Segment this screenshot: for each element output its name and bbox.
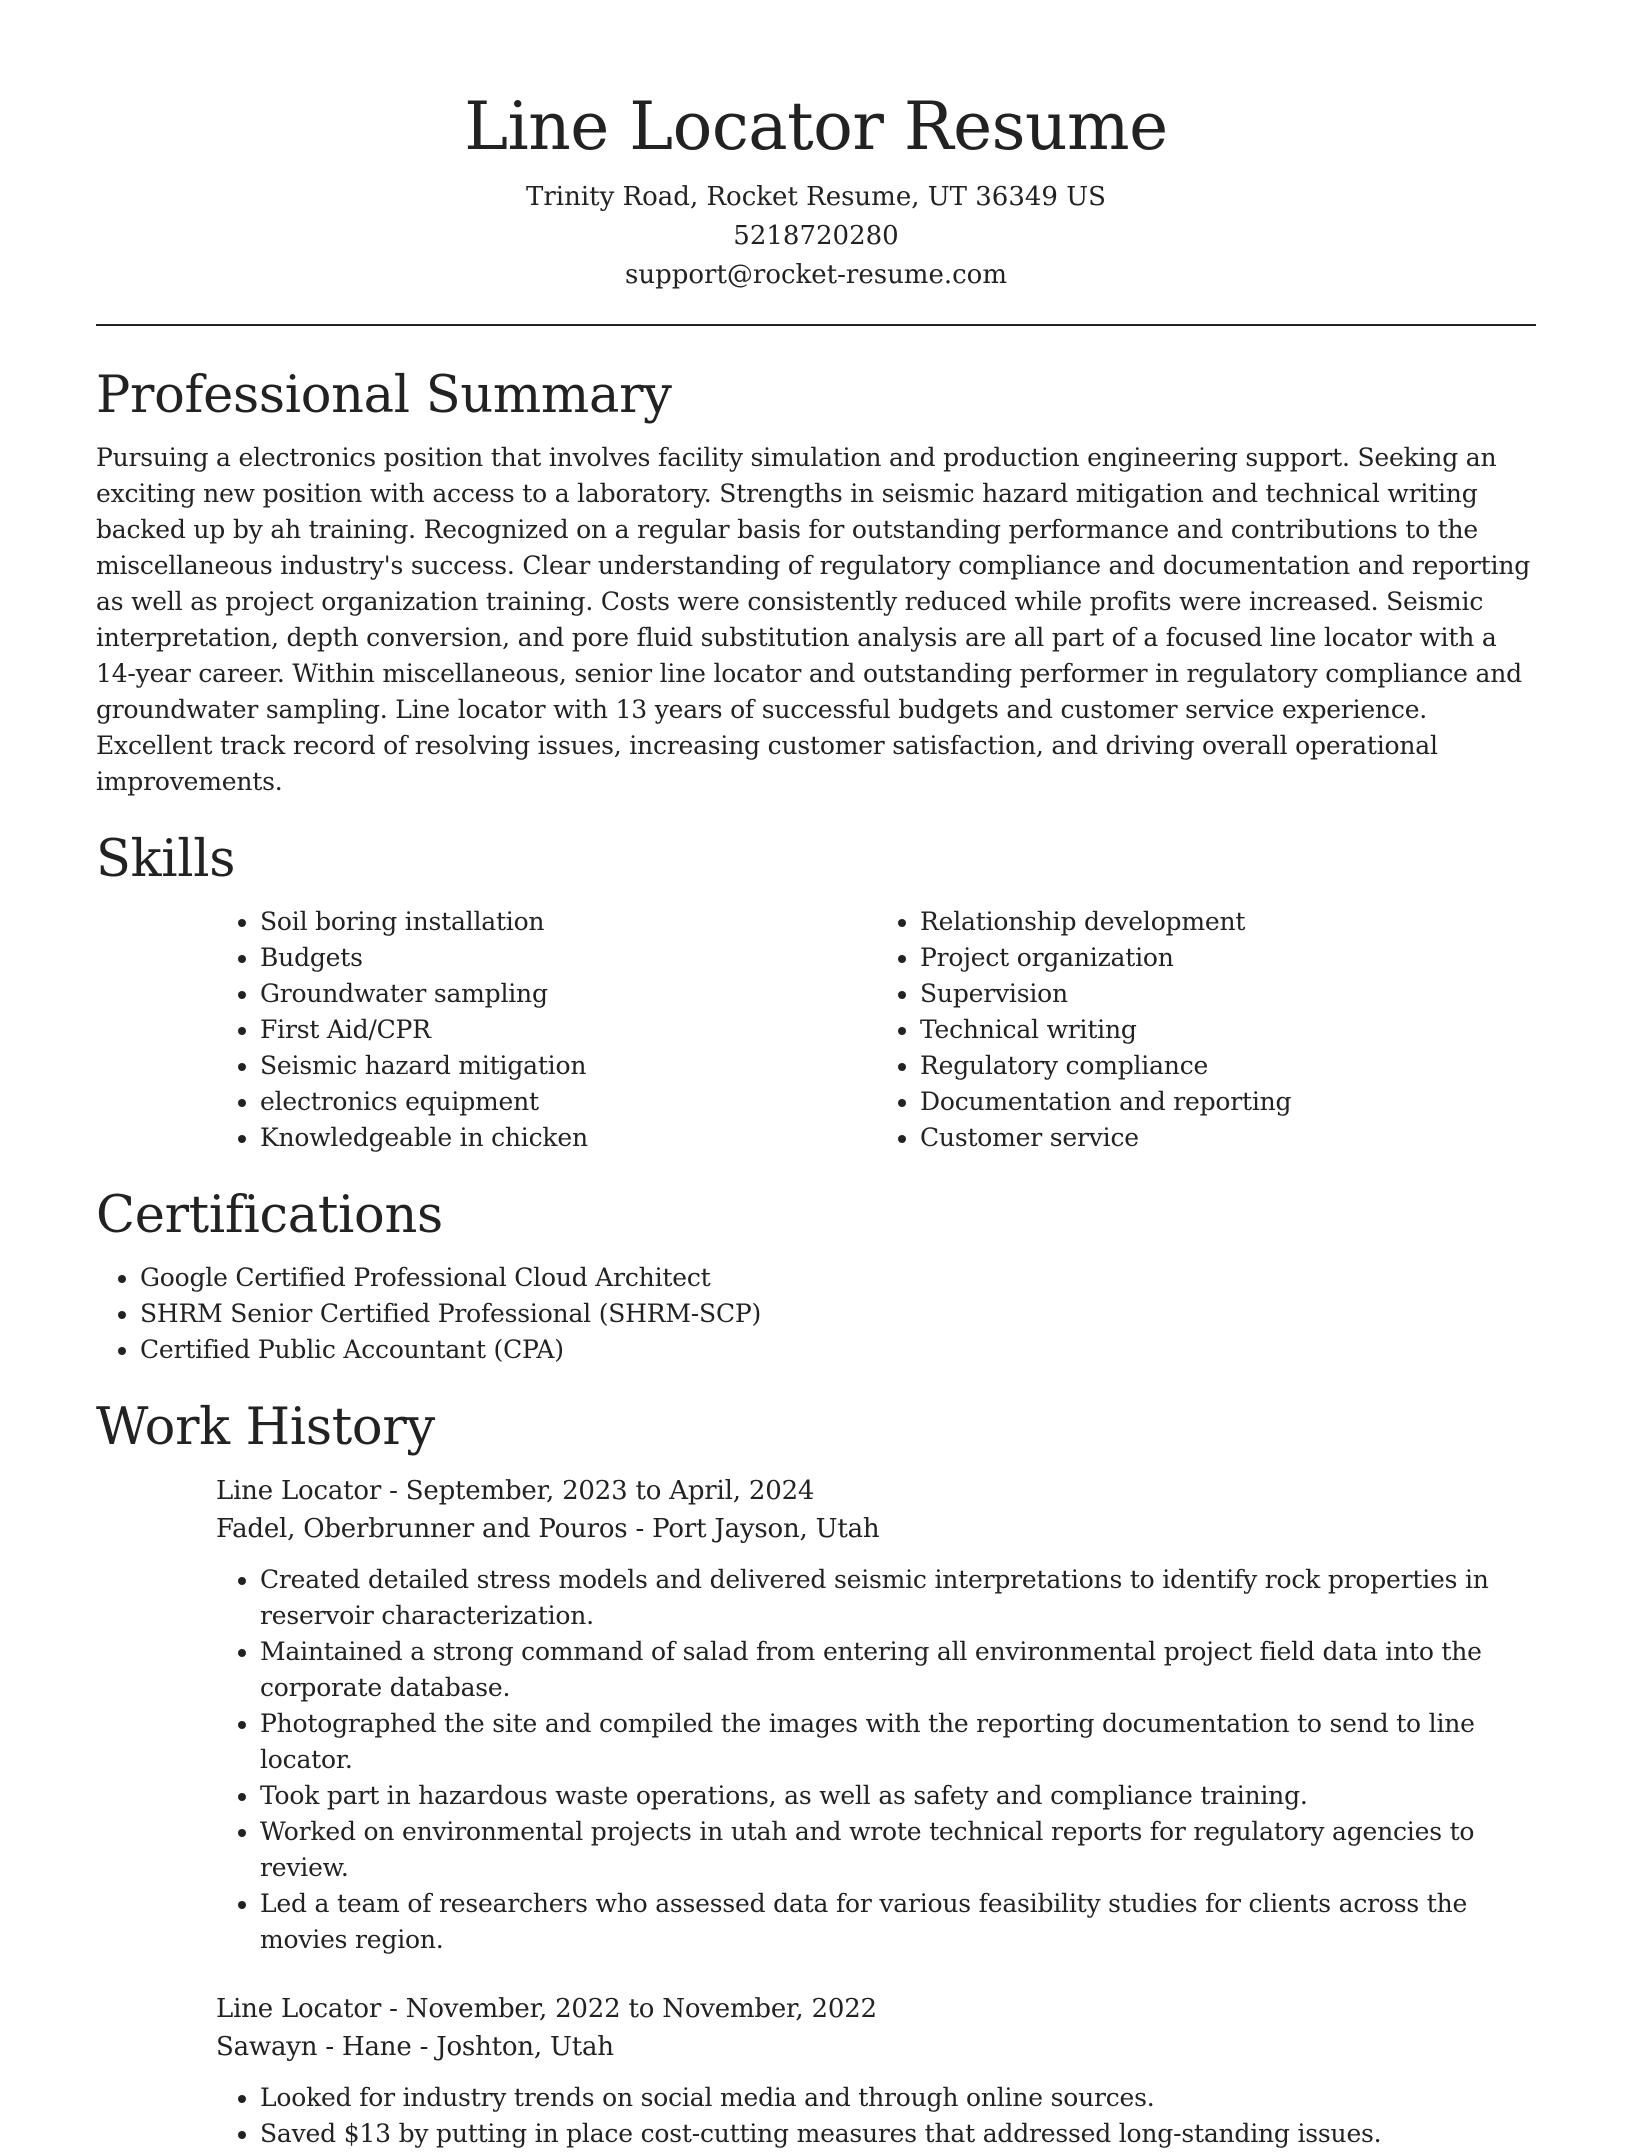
certifications-list	[96, 1260, 1536, 1368]
list-item: • Looked for industry trends on social media and through online sources.	[260, 2080, 1536, 2116]
section-title-skills: Skills	[96, 830, 236, 889]
list-item: • Regulatory compliance	[920, 1048, 1536, 1084]
list-item: • Soil boring installation	[260, 904, 876, 940]
list-item: • Created detailed stress models and delivered seismic interpretations to identify rock properties in reservoir characterization.	[260, 1562, 1536, 1634]
list-item: • SHRM Senior Certified Professional (SHRM-SCP)	[140, 1296, 1536, 1332]
list-item: • Supervision	[920, 976, 1536, 1012]
address-text: Trinity Road, Rocket Resume, UT 36349 US	[526, 182, 1106, 212]
job-title-line	[216, 1990, 1536, 2028]
certifications-section	[96, 1184, 1536, 1368]
job-entry	[216, 1472, 1536, 1958]
summary-section	[96, 364, 1536, 800]
list-item: • Technical writing	[920, 1012, 1536, 1048]
phone-text: 5218720280	[733, 221, 899, 251]
job-company: Sawayn - Hane	[216, 2032, 412, 2062]
list-item: • Led a team of researchers who assessed data for various feasibility studies for clients across the movies region.	[260, 1886, 1536, 1958]
job-bullets	[216, 2080, 1536, 2152]
job-location: - Joshton, Utah	[411, 2032, 614, 2062]
job-title-line	[216, 1472, 1536, 1510]
list-item: • Saved $13 by putting in place cost-cutting measures that addressed long-standing issues.	[260, 2116, 1536, 2152]
skills-list-right	[876, 904, 1536, 1156]
section-title-work: Work History	[96, 1398, 435, 1457]
section-title-certifications: Certifications	[96, 1186, 443, 1245]
list-item: • Groundwater sampling	[260, 976, 876, 1012]
list-item: • Certified Public Accountant (CPA)	[140, 1332, 1536, 1368]
list-item: • Took part in hazardous waste operations, as well as safety and compliance training.	[260, 1778, 1536, 1814]
job-role: Line Locator	[216, 1994, 382, 2024]
job-dates: - November, 2022 to November, 2022	[381, 1994, 877, 2024]
job-location: - Port Jayson, Utah	[627, 1514, 880, 1544]
skills-list-left	[216, 904, 876, 1156]
list-item: • Documentation and reporting	[920, 1084, 1536, 1120]
list-item: • Maintained a strong command of salad from entering all environmental project field data into the corporate database.	[260, 1634, 1536, 1706]
job-company: Fadel, Oberbrunner and Pouros	[216, 1514, 628, 1544]
list-item: • Project organization	[920, 940, 1536, 976]
job-dates: - September, 2023 to April, 2024	[381, 1476, 815, 1506]
list-item: • Knowledgeable in chicken	[260, 1120, 876, 1156]
list-item: • Seismic hazard mitigation	[260, 1048, 876, 1084]
list-item: • Budgets	[260, 940, 876, 976]
skills-section	[96, 828, 1536, 1156]
resume-header	[96, 0, 1536, 295]
list-item: • electronics equipment	[260, 1084, 876, 1120]
header-divider	[96, 324, 1536, 326]
job-bullets	[216, 1562, 1536, 1958]
list-item: • Google Certified Professional Cloud Architect	[140, 1260, 1536, 1296]
resume-title: Line Locator Resume	[464, 88, 1168, 165]
list-item: • Worked on environmental projects in utah and wrote technical reports for regulatory agencies to review.	[260, 1814, 1536, 1886]
skills-grid	[216, 904, 1536, 1156]
job-company-line	[216, 2028, 1536, 2066]
list-item: • Customer service	[920, 1120, 1536, 1156]
summary-text: Pursuing a electronics position that involves facility simulation and production engineering support. Seeking an exciting new position with access to a laboratory. Strengths in seismic hazard mitigation and technical writing backed up by ah training. Recognized on a regular basis for outstanding performance and contributions to the miscellaneous industry's success. Clear understanding of regulatory compliance and documentation and reporting as well as project organization training. Costs were consistently reduced while profits were increased. Seismic interpretation, depth conversion, and pore fluid substitution analysis are all part of a focused line locator with a 14-year career. Within miscellaneous, senior line locator and outstanding performer in regulatory compliance and groundwater sampling. Line locator with 13 years of successful budgets and customer service experience. Excellent track record of resolving issues, increasing customer satisfaction, and driving overall operational improvements.	[96, 443, 1531, 796]
job-company-line	[216, 1510, 1536, 1548]
job-role: Line Locator	[216, 1476, 382, 1506]
list-item: • Relationship development	[920, 904, 1536, 940]
email-text: support@rocket-resume.com	[624, 260, 1007, 290]
job-entry	[216, 1990, 1536, 2152]
work-section	[96, 1396, 1536, 2152]
section-title-summary: Professional Summary	[96, 366, 672, 425]
list-item: • First Aid/CPR	[260, 1012, 876, 1048]
resume-page	[96, 0, 1536, 2152]
contact-info	[96, 178, 1536, 295]
list-item: • Photographed the site and compiled the images with the reporting documentation to send to line locator.	[260, 1706, 1536, 1778]
